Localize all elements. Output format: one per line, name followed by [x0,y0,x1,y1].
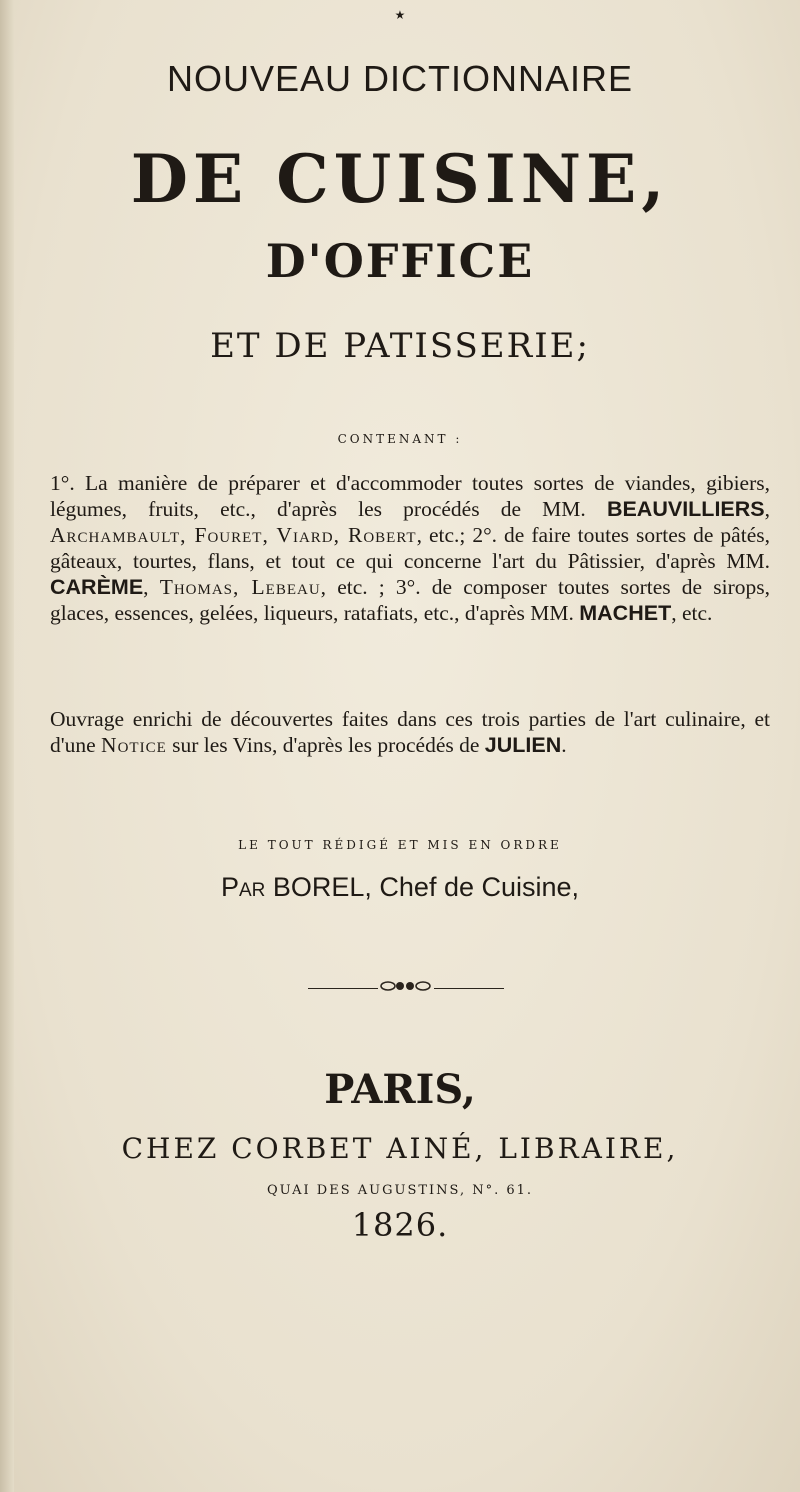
title-line-office: D'OFFICE [265,234,535,288]
para2-text-3: . [561,733,567,757]
para1-text-3: , etc.; 2°. de faire toutes sortes de pâtés, gâteaux, tourtes, flans, et tout ce qui concerne l'art du Pâtissier, d'après MM. [50,523,770,573]
para1-text-1: 1°. La manière de préparer et d'accommoder toutes sortes de viandes, gibiers, légumes, fruits, etc., d'après les procédés de MM. [50,471,770,521]
contents-paragraph [50,470,770,626]
notice-word: Notice [101,733,167,757]
rule-right [434,988,504,989]
author-line [0,872,800,903]
name-careme: CARÈME [50,575,144,599]
name-julien: JULIEN [484,733,562,757]
redige-line: LE TOUT RÉDIGÉ ET MIS EN ORDRE [238,838,562,852]
para2-text-2: sur les Vins, d'après les procédés de [166,733,485,757]
imprint-year: 1826. [351,1206,449,1244]
para2-text-1: Ouvrage enrichi de découvertes faites dans ces trois parties de l'art culinaire, et d'une [50,707,770,757]
para1-text-4: , [143,575,160,599]
book-spine-edge [0,0,14,1492]
ouvrage-paragraph [50,706,770,758]
author-name: BOREL, Chef de Cuisine, [265,872,580,902]
imprint-city: PARIS, [324,1066,476,1113]
contenant-heading: CONTENANT : [337,432,463,446]
rule-left [308,988,378,989]
names-thomas-group: Thomas, Lebeau [159,575,321,599]
names-archambault-group: Archambault, Fouret, Viard, Robert [50,523,417,547]
para1-text-6: , etc. [671,601,713,625]
imprint-address: QUAI DES AUGUSTINS, N°. 61. [266,1183,534,1198]
title-line-patisserie: ET DE PATISSERIE; [210,326,590,366]
name-machet: MACHET [579,601,672,625]
author-par: Par [220,872,266,902]
para1-text-2: , [764,497,770,521]
title-line-de-cuisine: DE CUISINE, [130,140,670,218]
rule-ornament-icon [380,978,432,994]
top-ornament: ٭ [394,2,406,26]
para1-text-5: , etc. ; 3°. de composer toutes sortes de sirops, glaces, essences, gelées, liqueurs, ratafiats, etc., d'après MM. [50,575,770,625]
title-line-nouveau-dictionnaire: NOUVEAU DICTIONNAIRE [166,58,634,99]
decorative-rule [308,983,504,995]
imprint-publisher: CHEZ CORBET AINÉ, LIBRAIRE, [121,1132,679,1165]
name-beauvilliers: BEAUVILLIERS [606,497,765,521]
